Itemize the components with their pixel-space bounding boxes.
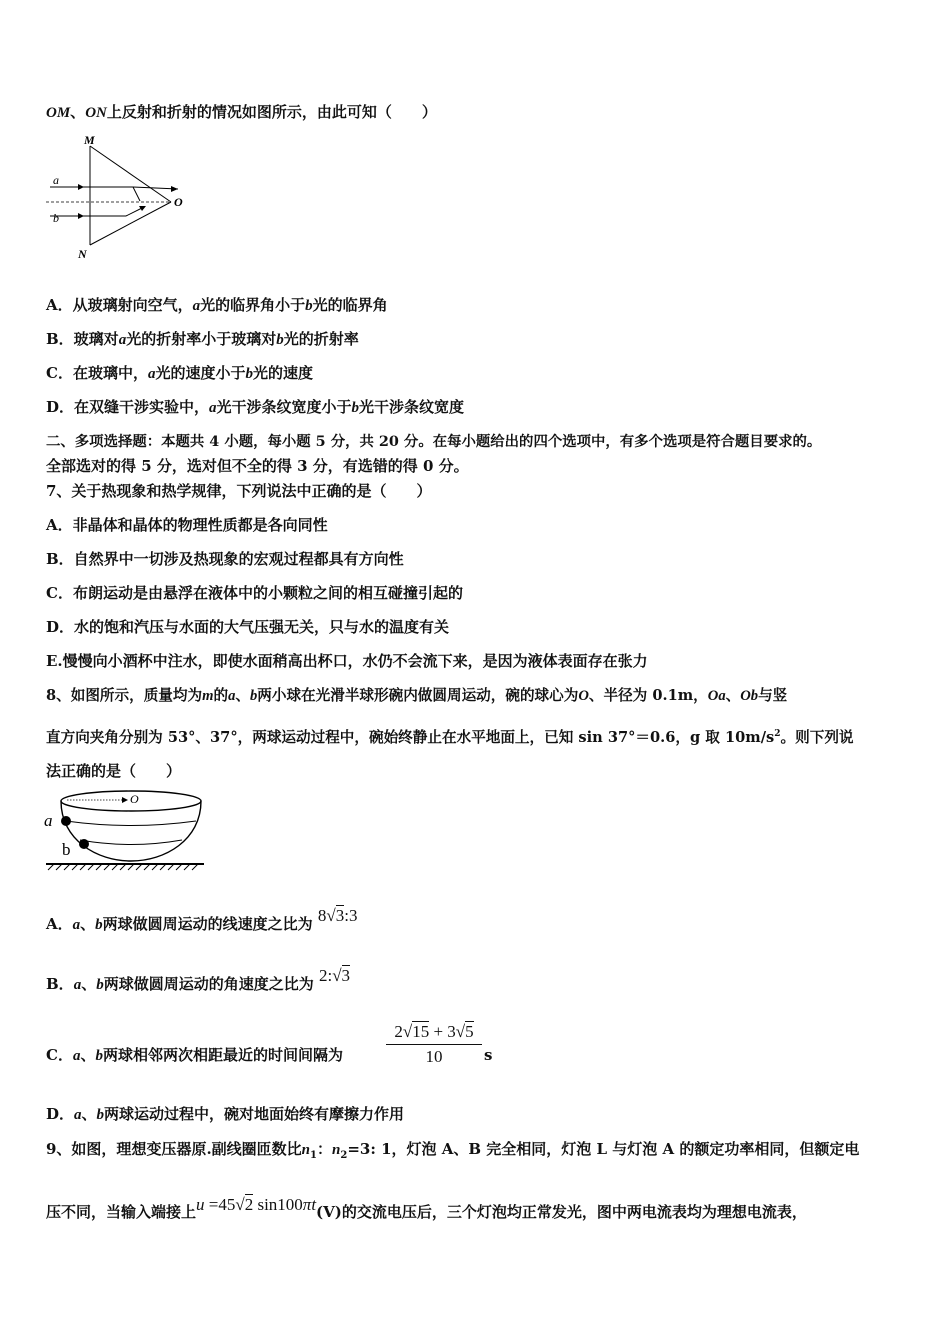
label-o: O — [130, 792, 139, 806]
option-text: D．在双缝干涉实验中， — [46, 398, 210, 416]
ray-a-reflect — [133, 187, 140, 201]
stem-text: 8、如图所示，质量均为 — [46, 687, 203, 704]
formula-part: πt — [302, 1195, 317, 1214]
option-text: 光的速度小于 — [155, 364, 246, 382]
time-unit: s — [484, 1046, 493, 1064]
q7-option-c: C．布朗运动是由悬浮在液体中的小颗粒之间的相互碰撞引起的 — [46, 584, 463, 602]
q6-option-b — [46, 329, 359, 350]
stem-text: 9、如图，理想变压器原.副线圈匝数比 — [46, 1140, 302, 1158]
prism-face-mo — [90, 146, 171, 202]
ball-a — [61, 816, 71, 826]
option-label: C． — [46, 1046, 73, 1064]
option-text: 光的临界角小于 — [200, 296, 306, 314]
time-fraction — [386, 1022, 482, 1067]
stem-text: 、半径为 0.1m， — [588, 687, 708, 704]
var-n1: n — [301, 1142, 311, 1158]
var-oa: Oa — [707, 688, 726, 704]
var-b: b — [351, 400, 360, 416]
var-b: b — [249, 688, 258, 704]
option-text: B．玻璃对 — [46, 330, 119, 348]
var-a: a — [209, 400, 217, 416]
var-b: b — [305, 298, 313, 314]
q8-option-a — [46, 906, 358, 935]
prism-face-no — [90, 202, 171, 245]
plus-term: + 3 — [429, 1022, 456, 1041]
separator: 、 — [81, 1105, 97, 1123]
radicand: 2 — [244, 1195, 254, 1214]
stem-text: 两小球在光滑半球形碗内做圆周运动，碗的球心为 — [257, 687, 579, 704]
ratio-formula: 2:√3 — [318, 966, 351, 985]
q6-intro — [46, 102, 437, 123]
ratio-lead: 2: — [318, 966, 333, 985]
var-m: m — [202, 688, 214, 704]
superscript: 2 — [774, 729, 781, 739]
circle-b — [80, 840, 182, 845]
option-label: D． — [46, 1105, 75, 1123]
var-a: a — [147, 366, 156, 382]
var-b: b — [245, 366, 253, 382]
q6-option-a — [46, 295, 388, 316]
stem-text: 与竖 — [758, 687, 788, 704]
fraction-denominator: 10 — [425, 1047, 443, 1066]
option-label: B． — [46, 975, 74, 993]
var-a: a — [228, 688, 236, 704]
circle-a — [66, 821, 196, 826]
fraction-numerator: 2√15 + 3√5 — [386, 1022, 482, 1045]
ray-a-arrow — [78, 184, 84, 190]
label-b: b — [53, 211, 59, 225]
var-u: u — [196, 1195, 205, 1214]
q6-option-d — [46, 397, 464, 418]
q6-intro-text: 上反射和折射的情况如图所示，由此可知（ ） — [106, 103, 437, 121]
om-symbol: OM — [46, 105, 71, 121]
q7-option-a: A．非晶体和晶体的物理性质都是各向同性 — [46, 516, 328, 534]
var-a: a — [72, 917, 81, 933]
var-b: b — [96, 977, 104, 993]
option-text: 光干涉条纹宽度 — [359, 398, 465, 416]
ball-b — [79, 839, 89, 849]
option-text: 光的折射率 — [283, 330, 359, 348]
option-label: A． — [46, 915, 73, 933]
var-a: a — [74, 1107, 82, 1123]
option-text: 两球做圆周运动的角速度之比为 — [103, 975, 314, 993]
var-b: b — [95, 917, 103, 933]
q8-stem-line1 — [46, 686, 787, 706]
stem-text: 、 — [235, 687, 250, 704]
separator: 、 — [80, 1046, 96, 1064]
stem-text: 压不同，当输入端接上 — [46, 1203, 197, 1221]
separator: 、 — [81, 975, 97, 993]
q8-option-c — [46, 1045, 343, 1066]
var-o: O — [578, 688, 589, 704]
q8-stem-line2 — [46, 724, 854, 748]
colon: ： — [316, 1140, 332, 1158]
radicand: 15 — [412, 1022, 430, 1041]
q8-stem-line3: 法正确的是（ ） — [46, 762, 182, 780]
q7-stem: 7、关于热现象和热学规律，下列说法中正确的是（ ） — [46, 482, 432, 500]
formula-part: sin100 — [253, 1195, 303, 1214]
label-a: a — [53, 173, 59, 187]
voltage-formula: u =45√2 sin100πt — [196, 1195, 317, 1214]
ray-b-arrow — [78, 213, 84, 219]
ratio-formula: 8√3:3 — [317, 906, 358, 925]
bowl-body — [61, 801, 201, 861]
option-text: 光的速度 — [252, 364, 313, 382]
q8-option-b — [46, 966, 351, 995]
radicand: 5 — [465, 1022, 474, 1041]
option-text: 光的折射率小于玻璃对 — [126, 330, 277, 348]
ratio-tail: :3 — [344, 906, 358, 925]
var-a: a — [118, 332, 127, 348]
subscript: 2 — [340, 1150, 348, 1161]
label-a: a — [44, 811, 53, 830]
stem-text: 的 — [213, 687, 229, 704]
q8-option-d — [46, 1104, 404, 1125]
option-text: 光的临界角 — [312, 296, 388, 314]
coefficient: 8 — [317, 906, 327, 925]
label-n: N — [78, 247, 87, 261]
stem-text: 直方向夹角分别为 53°、37°，两球运动过程中，碗始终静止在水平地面上，已知 sin 37°＝0.6，g 取 10m/s — [46, 728, 775, 746]
q7-option-b: B．自然界中一切涉及热现象的宏观过程都具有方向性 — [46, 550, 404, 568]
bowl-diagram — [42, 788, 210, 874]
var-a: a — [192, 298, 201, 314]
subscript: 1 — [310, 1150, 317, 1161]
option-text: A．从玻璃射向空气， — [46, 296, 193, 314]
separator: 、 — [70, 103, 86, 121]
q9-line2 — [46, 1195, 807, 1222]
section2-line2: 全部选对的得 5 分，选对但不全的得 3 分，有选错的得 0 分。 — [46, 457, 469, 475]
var-a: a — [73, 977, 82, 993]
radicand: 3 — [335, 906, 345, 925]
label-o: O — [174, 195, 183, 209]
coefficient: 2 — [394, 1022, 403, 1041]
option-text: 两球做圆周运动的线速度之比为 — [102, 915, 313, 933]
q7-option-e: E.慢慢向小酒杯中注水，即使水面稍高出杯口，水仍不会流下来，是因为液体表面存在张力 — [46, 652, 648, 670]
q6-option-c — [46, 363, 313, 384]
var-b: b — [96, 1107, 105, 1123]
q7-option-d: D．水的饱和汽压与水面的大气压强无关，只与水的温度有关 — [46, 618, 450, 636]
on-symbol: ON — [85, 105, 107, 121]
var-a: a — [72, 1048, 81, 1064]
stem-text: 、 — [725, 687, 741, 704]
stem-text: 。则下列说 — [780, 728, 854, 746]
q9-line1 — [46, 1139, 859, 1166]
var-ob: Ob — [740, 688, 759, 704]
separator: 、 — [80, 915, 96, 933]
label-b: b — [62, 840, 71, 859]
ray-a-refract-arrow — [171, 186, 178, 192]
option-text: 两球相邻两次相距最近的时间间隔为 — [102, 1046, 343, 1064]
stem-text: =3: 1，灯泡 A、B 完全相同，灯泡 L 与灯泡 A 的额定功率相同，但额定电 — [347, 1140, 860, 1158]
var-b: b — [95, 1048, 103, 1064]
radicand: 3 — [341, 966, 351, 985]
radius-arrow — [122, 797, 128, 803]
label-m: M — [84, 133, 95, 147]
var-b: b — [276, 332, 284, 348]
option-text: 两球运动过程中，碗对地面始终有摩擦力作用 — [104, 1105, 405, 1123]
formula-part: =45 — [204, 1195, 236, 1214]
option-text: 光干涉条纹宽度小于 — [216, 398, 352, 416]
var-n2: n — [332, 1142, 341, 1158]
section2-line1: 二、多项选择题：本题共 4 小题，每小题 5 分，共 20 分。在每小题给出的四个选项中，有多个选项是符合题目要求的。 — [46, 433, 822, 450]
option-text: C．在玻璃中， — [46, 364, 148, 382]
prism-diagram — [40, 128, 200, 268]
stem-text: (V)的交流电压后，三个灯泡均正常发光，图中两电流表均为理想电流表， — [316, 1203, 807, 1221]
